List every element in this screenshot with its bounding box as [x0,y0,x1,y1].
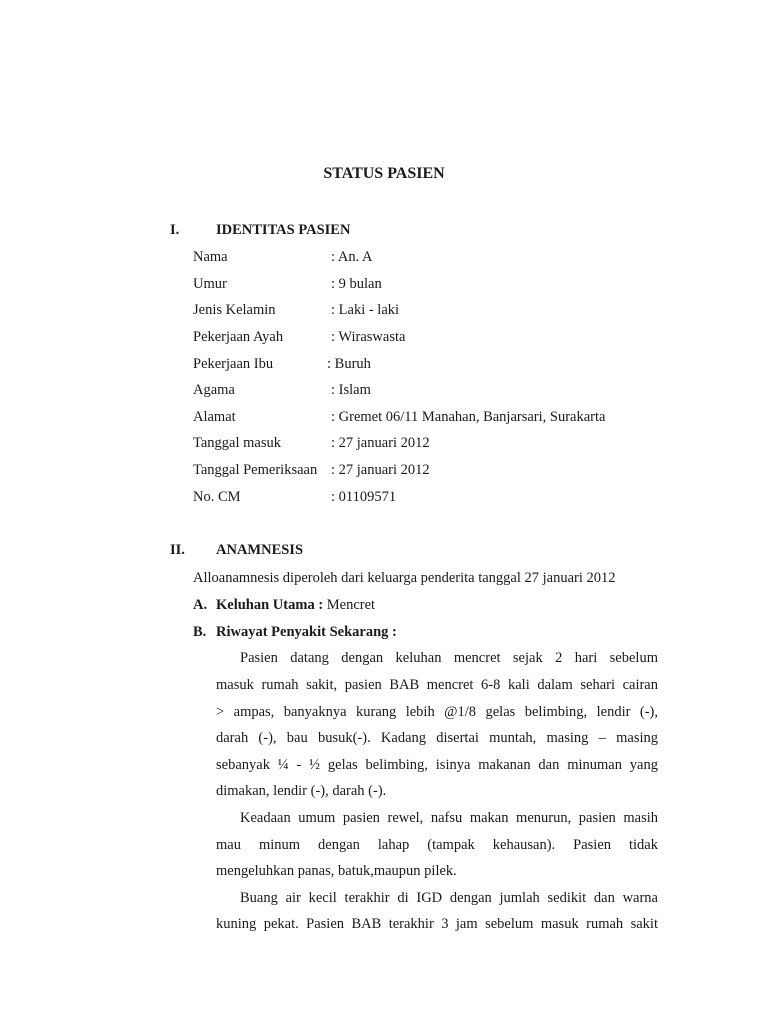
identity-value: : Islam [331,382,371,398]
identity-value: : An. A [331,249,373,265]
paragraph-line: Keadaan umum pasien rewel, nafsu makan menurun, pasien masih [240,810,658,826]
paragraph-line: darah (-), bau busuk(-). Kadang disertai muntah, masing – masing [216,730,658,746]
chief-complaint-value: Mencret [323,597,376,613]
identity-label: Umur [193,276,227,292]
section-1-heading: IDENTITAS PASIEN [216,222,351,238]
paragraph-line: Buang air kecil terakhir di IGD dengan jumlah sedikit dan warna [240,890,658,906]
item-b-marker: B. [193,624,207,640]
paragraph-line: sebanyak ¼ - ½ gelas belimbing, isinya makanan dan minuman yang [216,757,658,773]
paragraph-line: Pasien datang dengan keluhan mencret sejak 2 hari sebelum [240,650,658,666]
identity-label: Jenis Kelamin [193,302,276,318]
section-2-number: II. [170,542,185,558]
identity-value: : 01109571 [331,489,397,505]
identity-label: No. CM [193,489,241,505]
paragraph-line: > ampas, banyaknya kurang lebih @1/8 gelas belimbing, lendir (-), [216,704,658,720]
identity-value: : Wiraswasta [331,329,406,345]
identity-value: : Gremet 06/11 Manahan, Banjarsari, Surakarta [331,409,606,425]
identity-label: Tanggal masuk [193,435,281,451]
paragraph-line: masuk rumah sakit, pasien BAB mencret 6-8 kali dalam sehari cairan [216,677,658,693]
paragraph-line: dimakan, lendir (-), darah (-). [216,783,387,799]
paragraph-line: mengeluhkan panas, batuk,maupun pilek. [216,863,457,879]
chief-complaint [216,597,375,614]
item-a-marker: A. [193,597,208,613]
identity-value: : Laki - laki [331,302,400,318]
identity-value: : Buruh [327,356,371,372]
identity-value: : 27 januari 2012 [331,435,430,451]
section-1-number: I. [170,222,180,238]
identity-label: Pekerjaan Ayah [193,329,284,345]
identity-value: : 9 bulan [331,276,382,292]
identity-label: Pekerjaan Ibu [193,356,274,372]
identity-value: : 27 januari 2012 [331,462,430,478]
anamnesis-intro: Alloanamnesis diperoleh dari keluarga penderita tanggal 27 januari 2012 [193,570,616,586]
identity-label: Tanggal Pemeriksaan [193,462,318,478]
present-illness-heading: Riwayat Penyakit Sekarang : [216,624,397,640]
identity-label: Nama [193,249,228,265]
page-title: STATUS PASIEN [323,165,445,182]
chief-complaint-label: Keluhan Utama : [216,597,324,613]
section-2-heading: ANAMNESIS [216,542,304,558]
paragraph-line: kuning pekat. Pasien BAB terakhir 3 jam sebelum masuk rumah sakit [216,916,658,932]
paragraph-line: mau minum dengan lahap (tampak kehausan). Pasien tidak [216,837,658,853]
identity-label: Alamat [193,409,236,425]
identity-label: Agama [193,382,235,398]
